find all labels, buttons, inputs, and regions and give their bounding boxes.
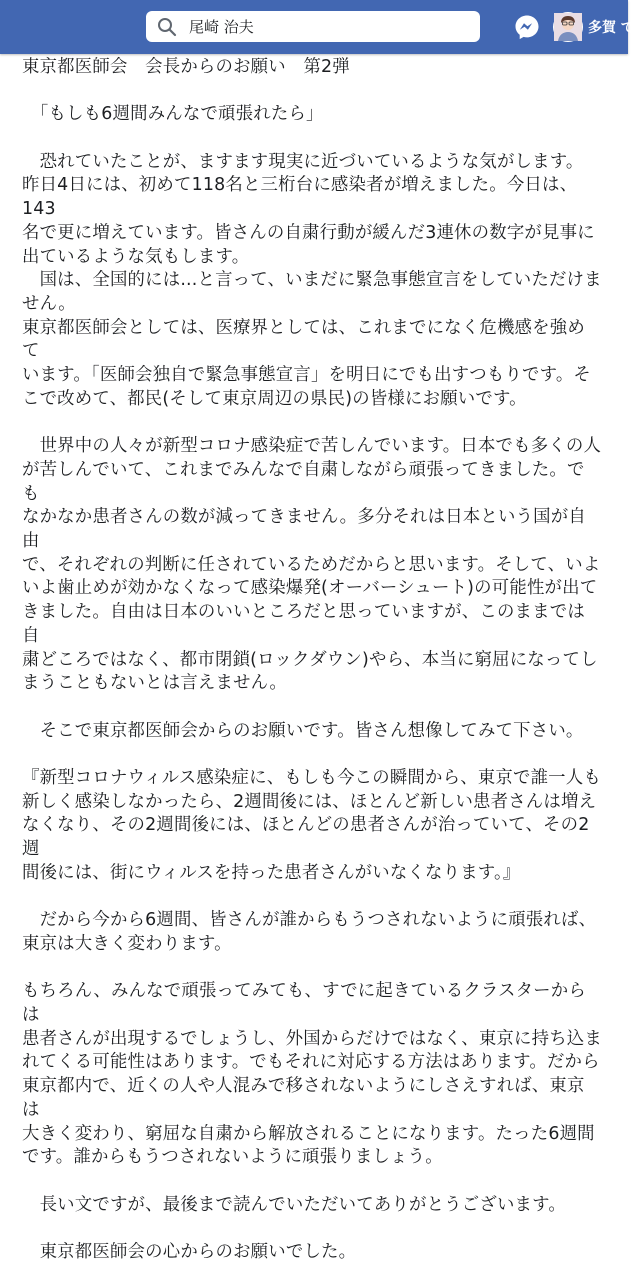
post-text-line: 『新型コロナウィルス感染症に、もしも今この瞬間から、東京で誰一人も — [22, 768, 601, 789]
search-input[interactable]: 尾崎 治夫 — [189, 18, 254, 36]
post-text-line: います。「医師会独自で緊急事態宣言」を明日にでも出すつもりです。そ — [22, 365, 592, 386]
search-icon — [157, 17, 177, 37]
paragraph-gap — [22, 1217, 602, 1241]
paragraph-gap — [22, 1170, 602, 1194]
messenger-icon[interactable] — [514, 14, 540, 40]
post-text-line: 恐れていたことが、ますます現実に近づいているような気がします。 — [22, 151, 584, 172]
post-text-line: が苦しんでいて、これまでみんなで自粛しながら頑張ってきました。でも — [22, 459, 585, 504]
post-body — [22, 56, 602, 1265]
top-navigation-bar — [0, 0, 635, 54]
post-text-line: 患者さんが出現するでしょうし、外国からだけではなく、東京に持ち込ま — [22, 1028, 602, 1049]
post-text-line: いよ歯止めが効かなくなって感染爆発(オーバーシュート)の可能性が出て — [22, 578, 598, 599]
post-text-line: 国は、全国的には...と言って、いまだに緊急事態宣言をしていただけま — [22, 270, 602, 291]
post-text-line: 東京都医師会としては、医療界としては、これまでになく危機感を強めて — [22, 317, 585, 362]
paragraph-gap — [22, 957, 602, 981]
paragraph-gap — [22, 127, 602, 151]
paragraph-gap — [22, 80, 602, 104]
post-text-line: まうこともないとは言えません。 — [22, 673, 287, 694]
post-text-line: なくなり、その2週間後には、ほとんどの患者さんが治っていて、その2週 — [22, 815, 590, 860]
post-text-line: 粛どころではなく、都市閉鎖(ロックダウン)やら、本当に窮屈になってし — [22, 649, 598, 670]
post-text-line: で、それぞれの判断に任されているためだからと思います。そして、いよ — [22, 554, 601, 575]
post-text-line: 大きく変わり、窮屈な自粛から解放されることになります。たった6週間 — [22, 1123, 595, 1144]
post-text-line: もちろん、みんなで頑張ってみても、すでに起きているクラスターからは — [22, 981, 586, 1026]
post-text-line: こで改めて、都民(そして東京周辺の県民)の皆様にお願いです。 — [22, 388, 527, 409]
post-text-line: 間後には、街にウィルスを持った患者さんがいなくなります。』 — [22, 862, 521, 883]
post-text-line: だから今から6週間、皆さんが誰からもうつされないように頑張れば、 — [22, 910, 597, 931]
post-text-line: 新しく感染しなかったら、2週間後には、ほとんど新しい患者さんは増え — [22, 791, 597, 812]
post-text-line: 出ているような気もします。 — [22, 246, 250, 267]
post-text-line: 東京都医師会 会長からのお願い 第2弾 — [22, 57, 350, 77]
post-text-line: そこで東京都医師会からのお願いです。皆さん想像してみて下さい。 — [22, 720, 584, 741]
post-text-line: なかなか患者さんの数が減ってきません。多分それは日本という国が自由 — [22, 507, 586, 552]
paragraph-gap — [22, 743, 602, 767]
user-name[interactable]: 多賀 で — [588, 20, 635, 36]
post-text-line: 世界中の人々が新型コロナ感染症で苦しんでいます。日本でも多くの人 — [22, 436, 602, 457]
post-text-line: 名で更に増えています。皆さんの自粛行動が緩んだ3連休の数字が見事に — [22, 222, 595, 243]
post-text-line: せん。 — [22, 294, 76, 314]
post-text-line: れてくる可能性はあります。でもそれに対応する方法はあります。だから — [22, 1052, 600, 1073]
post-text-line: 東京都内で、近くの人や人混みで移されないようにしさえすれば、東京は — [22, 1076, 585, 1120]
post-text-line: です。誰からもうつされないように頑張りましょう。 — [22, 1147, 443, 1168]
post-text-line: 昨日4日には、初めて118名と三桁台に感染者が増えました。今日は、143 — [22, 175, 578, 220]
post-text-line: 東京は大きく変わります。 — [22, 933, 232, 954]
post-text-line: 長い文ですが、最後まで読んでいただいてありがとうございます。 — [22, 1194, 566, 1215]
post-text-line: 「もしも6週間みんなで頑張れたら」 — [22, 104, 324, 125]
avatar[interactable] — [553, 12, 583, 42]
profile-picture-icon — [554, 13, 582, 41]
search-box[interactable] — [146, 11, 480, 42]
paragraph-gap — [22, 412, 602, 436]
paragraph-gap — [22, 696, 602, 720]
post-text-line: きました。自由は日本のいいところだと思っていますが、このままでは自 — [22, 602, 585, 646]
paragraph-gap — [22, 886, 602, 910]
post-text-line: 東京都医師会の心からのお願いでした。 — [22, 1242, 357, 1263]
